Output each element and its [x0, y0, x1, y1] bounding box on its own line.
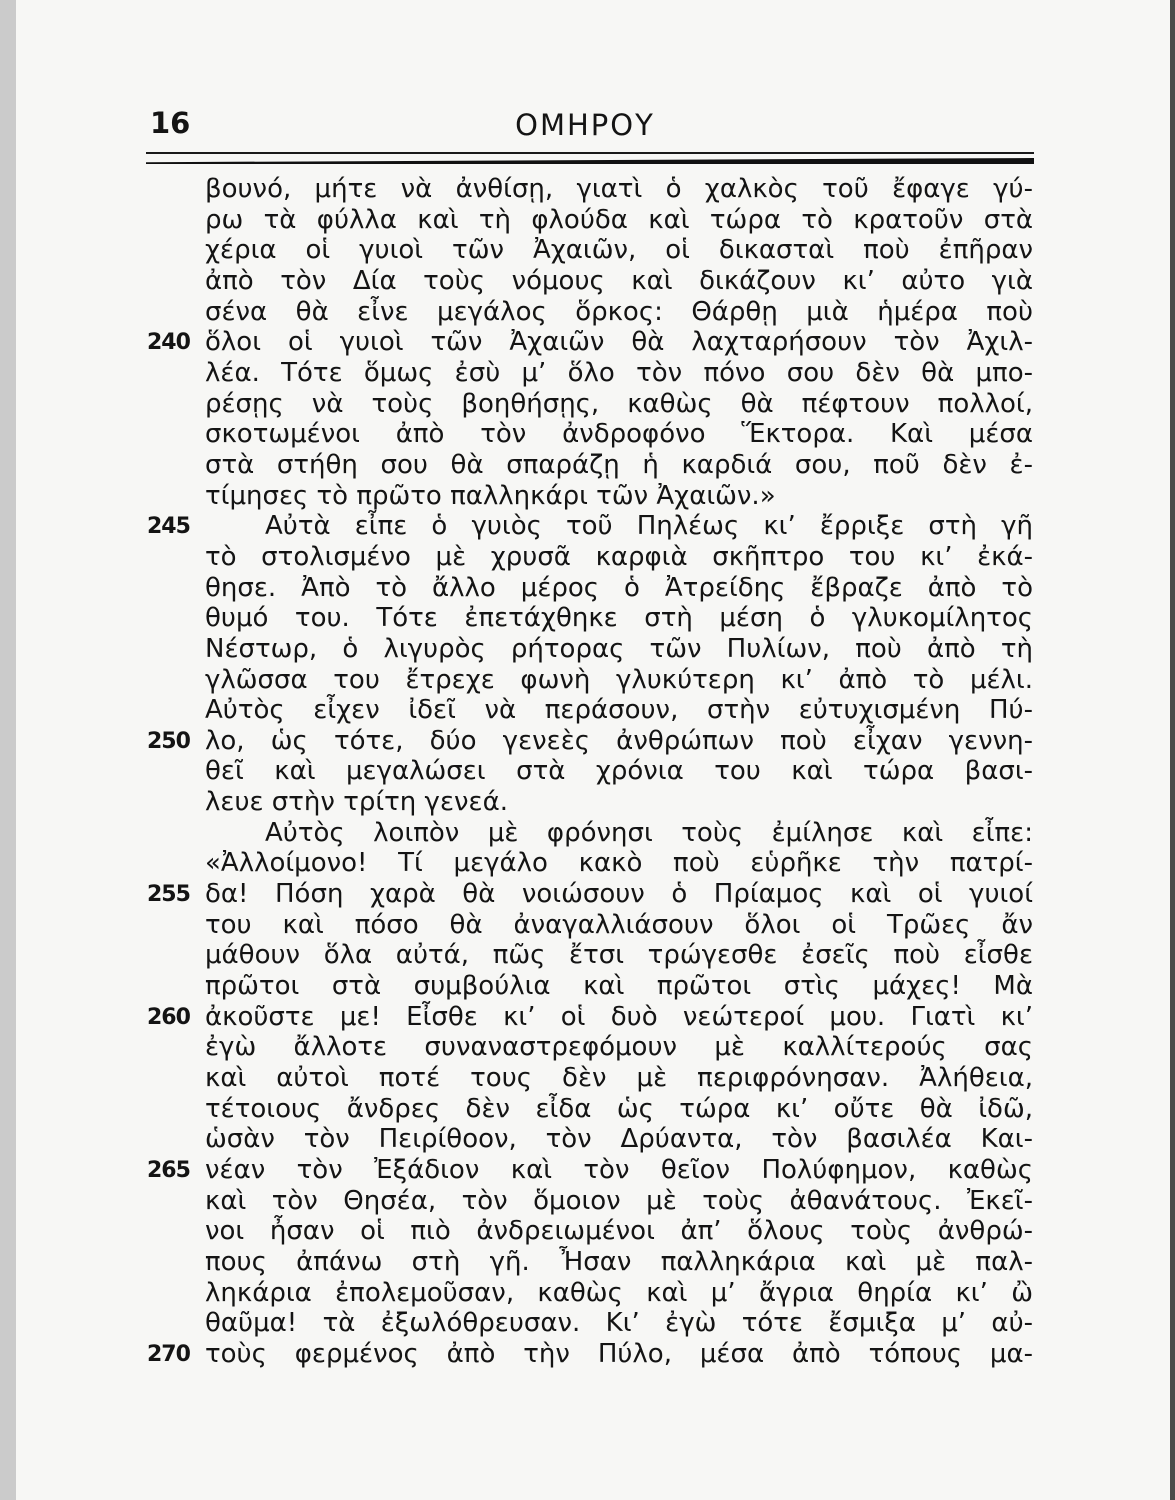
text-line: Αὐτὸς λοιπὸν μὲ φρόνησι τοὺς ἐμίλησε καὶ εἶπε:: [265, 817, 1033, 848]
text-row: [205, 205, 1033, 236]
text-row: [147, 1001, 1033, 1033]
text-line: βουνό, μήτε νὰ ἀνθίσῃ, γιατὶ ὁ χαλκὸς τοῦ ἔφαγε γύ-: [205, 174, 1033, 204]
line-number: 240: [147, 330, 190, 356]
text-row: [205, 1308, 1033, 1339]
text-line: ρω τὰ φύλλα καὶ τὴ φλούδα καὶ τώρα τὸ κρατοῦν στὰ: [205, 204, 1033, 235]
text-row: [205, 695, 1033, 726]
text-line: του καὶ πόσο θὰ ἀναγαλλιάσουν ὅλοι οἱ Τρῶες ἄν: [205, 909, 1033, 940]
text-row: [205, 1216, 1033, 1247]
line-number: 270: [147, 1341, 190, 1367]
text-line: ρέσῃς νὰ τοὺς βοηθήσῃς, καθὼς θὰ πέφτουν πολλοί,: [205, 388, 1033, 419]
text-row: [205, 1247, 1033, 1278]
header-rule-thick: [146, 158, 1034, 164]
scan-right-edge: [1170, 0, 1175, 1500]
text-line: Αὐτὰ εἶπε ὁ γυιὸς τοῦ Πηλέως κι’ ἔρριξε στὴ γῆ: [265, 511, 1033, 542]
text-row: [205, 848, 1033, 879]
header-rule-thin: [146, 152, 1034, 154]
text-line: σένα θὰ εἶνε μεγάλος ὅρκος: Θάρθῃ μιὰ ἡμέρα ποὺ: [205, 296, 1033, 327]
text-line: καὶ τὸν Θησέα, τὸν ὅμοιον μὲ τοὺς ἀθανάτους. Ἐκεῖ-: [205, 1185, 1033, 1216]
text-line: τὸ στολισμένο μὲ χρυσᾶ καρφιὰ σκῆπτρο του κι’ ἐκά-: [205, 541, 1033, 572]
text-row: [205, 1186, 1033, 1217]
text-row: [147, 879, 1033, 910]
text-line: πους ἀπάνω στὴ γῆ. Ἦσαν παλληκάρια καὶ μὲ παλ-: [205, 1246, 1033, 1277]
running-head-title: ΟΜΗΡΟΥ: [515, 108, 655, 142]
text-line: Αὐτὸς εἶχεν ἰδεῖ νὰ περάσουν, στὴν εὐτυχισμένη Πύ-: [205, 695, 1033, 726]
text-row: [205, 910, 1033, 941]
text-row: [205, 1094, 1033, 1125]
text-line: νέαν τὸν Ἐξάδιον καὶ τὸν θεῖον Πολύφημον, καθὼς: [205, 1155, 1033, 1185]
text-line: πρῶτοι στὰ συμβούλια καὶ πρῶτοι στὶς μάχες! Μὰ: [205, 971, 1033, 1002]
text-row: [205, 174, 1033, 205]
text-row: [205, 1032, 1033, 1063]
text-line: ὅλοι οἱ γυιοὶ τῶν Ἀχαιῶν θὰ λαχταρήσουν τὸν Ἀχιλ-: [205, 327, 1033, 358]
text-line: ἐγὼ ἄλλοτε συναναστρεφόμουν μὲ καλλίτερούς σας: [205, 1032, 1033, 1063]
text-row: [205, 297, 1033, 328]
text-line: Νέστωρ, ὁ λιγυρὸς ρήτορας τῶν Πυλίων, ποὺ ἀπὸ τὴ: [205, 633, 1033, 664]
text-line: ἀπὸ τὸν Δία τοὺς νόμους καὶ δικάζουν κι’ αὐτο γιὰ: [205, 265, 1033, 296]
text-line: τίμησες τὸ πρῶτο παλληκάρι τῶν Ἀχαιῶν.»: [205, 480, 776, 511]
text-line: μάθουν ὅλα αὐτά, πῶς ἔτσι τρώγεσθε ἐσεῖς ποὺ εἶσθε: [205, 940, 1033, 971]
text-line: ἀκοῦστε με! Εἶσθε κι’ οἱ δυὸ νεώτεροί μου. Γιατὶ κι’: [205, 1001, 1033, 1032]
text-row: [147, 725, 1033, 757]
text-line: λο, ὡς τότε, δύο γενεὲς ἀνθρώπων ποὺ εἶχαν γεννη-: [205, 725, 1033, 756]
text-line: νοι ἦσαν οἱ πιὸ ἀνδρειωμένοι ἀπ’ ὅλους τοὺς ἀνθρώ-: [205, 1216, 1033, 1247]
text-line: λέα. Τότε ὅμως ἐσὺ μ’ ὅλο τὸν πόνο σου δὲν θὰ μπο-: [205, 357, 1033, 388]
scan-left-margin: [0, 0, 16, 1500]
text-row: [205, 235, 1033, 266]
text-row: [147, 1155, 1033, 1186]
line-number: 245: [147, 514, 190, 540]
text-row: [205, 481, 1033, 512]
text-row: [205, 266, 1033, 297]
text-row: [147, 1338, 1033, 1370]
text-row: [205, 603, 1033, 634]
text-row: [205, 573, 1033, 604]
text-row: [205, 756, 1033, 787]
text-body: [147, 174, 1033, 1370]
line-number: 260: [147, 1004, 190, 1030]
text-row: [205, 542, 1033, 573]
text-line: δα! Πόση χαρὰ θὰ νοιώσουν ὁ Πρίαμος καὶ οἱ γυιοί: [205, 879, 1033, 910]
text-line: λευε στὴν τρίτη γενεά.: [205, 787, 508, 818]
text-line: θαῦμα! τὰ ἐξωλόθρευσαν. Κι’ ἐγὼ τότε ἔσμιξα μ’ αὐ-: [205, 1308, 1033, 1339]
text-line: ληκάρια ἐπολεμοῦσαν, καθὼς καὶ μ’ ἄγρια θηρία κι’ ὢ: [205, 1277, 1033, 1308]
text-row: [205, 389, 1033, 420]
text-row: [205, 971, 1033, 1002]
text-line: θεῖ καὶ μεγαλώσει στὰ χρόνια του καὶ τώρα βασι-: [205, 756, 1033, 787]
text-row: [205, 450, 1033, 481]
text-row: [205, 787, 1033, 818]
text-row: [205, 358, 1033, 389]
text-row: [205, 634, 1033, 665]
text-row: [205, 1278, 1033, 1309]
text-line: καὶ αὐτοὶ ποτέ τους δὲν μὲ περιφρόνησαν. Ἀλήθεια,: [205, 1063, 1033, 1094]
page-number: 16: [150, 106, 191, 140]
text-line: γλῶσσα του ἔτρεχε φωνὴ γλυκύτερη κι’ ἀπὸ τὸ μέλι.: [205, 664, 1033, 695]
text-line: «Ἀλλοίμονο! Τί μεγάλο κακὸ ποὺ εὑρῆκε τὴν πατρί-: [205, 848, 1033, 879]
text-row: [147, 327, 1033, 358]
text-row: [205, 1063, 1033, 1094]
text-line: σκοτωμένοι ἀπὸ τὸν ἀνδροφόνο Ἕκτορα. Καὶ μέσα: [205, 419, 1033, 450]
text-row: [205, 940, 1033, 971]
text-row: [205, 419, 1033, 450]
text-row: [205, 1124, 1033, 1155]
text-line: χέρια οἱ γυιοὶ τῶν Ἀχαιῶν, οἱ δικασταὶ ποὺ ἐπῆραν: [205, 235, 1033, 266]
text-line: θυμό του. Τότε ἐπετάχθηκε στὴ μέση ὁ γλυκομίλητος: [205, 603, 1033, 634]
text-line: τοὺς φερμένος ἀπὸ τὴν Πύλο, μέσα ἀπὸ τόπους μα-: [205, 1338, 1033, 1369]
line-number: 250: [147, 728, 190, 754]
line-number: 265: [147, 1158, 190, 1183]
text-line: ὡσὰν τὸν Πειρίθοον, τὸν Δρύαντα, τὸν βασιλέα Και-: [205, 1124, 1033, 1155]
text-line: στὰ στήθη σου θὰ σπαράζῃ ἡ καρδιά σου, ποῦ δὲν ἐ-: [205, 449, 1033, 480]
text-row: [205, 665, 1033, 696]
text-line: τέτοιους ἄνδρες δὲν εἶδα ὡς τώρα κι’ οὔτε θὰ ἰδῶ,: [205, 1093, 1033, 1124]
text-row: [147, 511, 1033, 542]
text-row: [205, 818, 1033, 849]
text-line: θησε. Ἀπὸ τὸ ἄλλο μέρος ὁ Ἀτρείδης ἔβραζε ἀπὸ τὸ: [205, 572, 1033, 603]
line-number: 255: [147, 882, 190, 908]
